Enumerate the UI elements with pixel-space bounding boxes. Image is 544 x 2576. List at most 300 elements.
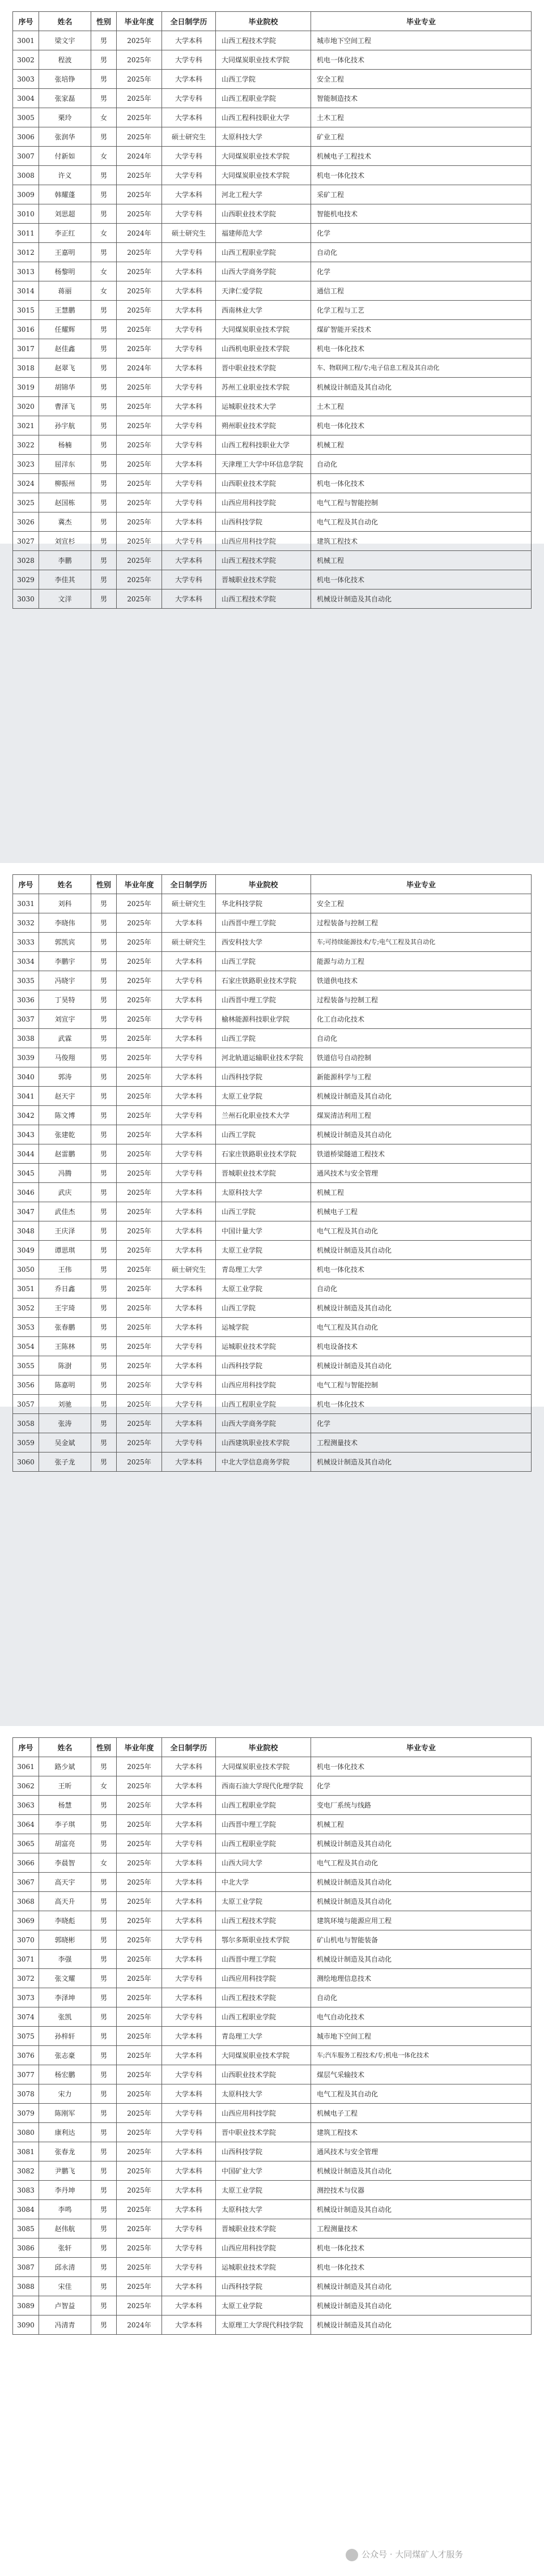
- table-cell: 大学本科: [162, 1202, 216, 1221]
- table-cell: 3057: [13, 1395, 39, 1414]
- table-row: [13, 358, 532, 378]
- table-cell: 太原工业学院: [216, 1241, 311, 1260]
- table-cell: 电气自动化技术: [311, 2007, 532, 2027]
- table-cell: 3032: [13, 913, 39, 933]
- table-cell: 3066: [13, 1853, 39, 1873]
- table-cell: 机械设计制造及其自动化: [311, 2316, 532, 2335]
- table-cell: 机械设计制造及其自动化: [311, 1834, 532, 1853]
- table-cell: 2025年: [117, 320, 162, 339]
- table-cell: 苏州工业职业技术学院: [216, 378, 311, 397]
- table-cell: 2025年: [117, 455, 162, 474]
- table-cell: 大学本科: [162, 301, 216, 320]
- table-row: [13, 2238, 532, 2258]
- table-cell: 高天宇: [39, 1873, 91, 1892]
- table-cell: 3019: [13, 378, 39, 397]
- table-row: [13, 147, 532, 166]
- column-header: 全日制学历: [162, 12, 216, 31]
- table-cell: 梁文宇: [39, 31, 91, 50]
- table-cell: 山西工程技术学院: [216, 1988, 311, 2007]
- table-cell: 女: [91, 281, 117, 301]
- table-cell: 建筑工程技术: [311, 532, 532, 551]
- table-cell: 男: [91, 1202, 117, 1221]
- table-cell: 冯晓宇: [39, 971, 91, 990]
- table-row: [13, 455, 532, 474]
- table-cell: 通信工程: [311, 281, 532, 301]
- table-cell: 大学本科: [162, 1125, 216, 1144]
- table-cell: 电气工程与智能控制: [311, 1375, 532, 1395]
- table-cell: 王昕: [39, 1776, 91, 1796]
- table-cell: 王宇琦: [39, 1298, 91, 1318]
- table-row: [13, 1241, 532, 1260]
- table-cell: 运城学院: [216, 1318, 311, 1337]
- table-cell: 刘思超: [39, 204, 91, 224]
- table-cell: 大学本科: [162, 1776, 216, 1796]
- table-cell: 赵佳鑫: [39, 339, 91, 358]
- table-cell: 铁道供电技术: [311, 971, 532, 990]
- table-cell: 山西晋中理工学院: [216, 913, 311, 933]
- table-cell: 杨宏鹏: [39, 2065, 91, 2084]
- table-cell: 男: [91, 378, 117, 397]
- table-cell: 男: [91, 2296, 117, 2316]
- table-cell: 3041: [13, 1087, 39, 1106]
- table-cell: 矿业工程: [311, 127, 532, 147]
- table-cell: 3016: [13, 320, 39, 339]
- table-cell: 3009: [13, 185, 39, 204]
- table-cell: 大学专科: [162, 1930, 216, 1950]
- table-cell: 男: [91, 416, 117, 435]
- table-cell: 3062: [13, 1776, 39, 1796]
- table-cell: 张培铮: [39, 70, 91, 89]
- table-cell: 男: [91, 493, 117, 512]
- table-cell: 化学: [311, 1776, 532, 1796]
- table-cell: 李正红: [39, 224, 91, 243]
- table-cell: 晋中职业技术学院: [216, 358, 311, 378]
- table-cell: 2025年: [117, 474, 162, 493]
- table-cell: 2025年: [117, 1029, 162, 1048]
- table-cell: 男: [91, 1930, 117, 1950]
- table-cell: 男: [91, 1106, 117, 1125]
- table-cell: 宋力: [39, 2084, 91, 2104]
- table-cell: 大学本科: [162, 1298, 216, 1318]
- table-cell: 3022: [13, 435, 39, 455]
- table-cell: 安全工程: [311, 70, 532, 89]
- table-cell: 太原理工大学现代科技学院: [216, 2316, 311, 2335]
- table-cell: 男: [91, 31, 117, 50]
- column-header: 姓名: [39, 1738, 91, 1757]
- table-cell: 大学本科: [162, 1029, 216, 1048]
- table-cell: 大学本科: [162, 2084, 216, 2104]
- table-cell: 机电一体化技术: [311, 474, 532, 493]
- table-cell: 运城职业技术学院: [216, 1337, 311, 1356]
- table-cell: 3050: [13, 1260, 39, 1279]
- table-cell: 大学本科: [162, 1356, 216, 1375]
- table-cell: 郭凯宾: [39, 933, 91, 952]
- table-cell: 男: [91, 2142, 117, 2161]
- table-row: [13, 224, 532, 243]
- table-cell: 3090: [13, 2316, 39, 2335]
- table-cell: 男: [91, 913, 117, 933]
- table-cell: 女: [91, 262, 117, 281]
- table-row: [13, 1318, 532, 1337]
- table-cell: 男: [91, 1029, 117, 1048]
- table-cell: 3007: [13, 147, 39, 166]
- table-row: [13, 1202, 532, 1221]
- table-cell: 铁道桥梁隧道工程技术: [311, 1144, 532, 1164]
- table-cell: 3014: [13, 281, 39, 301]
- table-cell: 大同煤炭职业技术学院: [216, 320, 311, 339]
- table-cell: 2025年: [117, 166, 162, 185]
- table-cell: 3026: [13, 512, 39, 532]
- table-cell: 3084: [13, 2200, 39, 2219]
- table-cell: 张文耀: [39, 1969, 91, 1988]
- table-cell: 马俊翔: [39, 1048, 91, 1067]
- table-cell: 男: [91, 339, 117, 358]
- table-cell: 男: [91, 1834, 117, 1853]
- table-cell: 男: [91, 70, 117, 89]
- table-cell: 2025年: [117, 2104, 162, 2123]
- table-cell: 男: [91, 50, 117, 70]
- table-cell: 大学专科: [162, 50, 216, 70]
- table-cell: 2025年: [117, 1144, 162, 1164]
- table-cell: 太原工业学院: [216, 2296, 311, 2316]
- table-cell: 2025年: [117, 551, 162, 570]
- table-cell: 宋佳: [39, 2277, 91, 2296]
- table-row: [13, 933, 532, 952]
- table-cell: 3003: [13, 70, 39, 89]
- table-cell: 3001: [13, 31, 39, 50]
- table-cell: 车、物联网工程/专;电子信息工程及其自动化: [311, 358, 532, 378]
- table-cell: 武庆: [39, 1183, 91, 1202]
- table-cell: 3040: [13, 1067, 39, 1087]
- table-cell: 太原工业学院: [216, 1279, 311, 1298]
- column-header: 序号: [13, 1738, 39, 1757]
- table-cell: 2025年: [117, 894, 162, 913]
- table-cell: 自动化: [311, 1279, 532, 1298]
- table-row: [13, 1279, 532, 1298]
- table-cell: 机械工程: [311, 1815, 532, 1834]
- table-row: [13, 301, 532, 320]
- table-cell: 男: [91, 1241, 117, 1260]
- table-cell: 男: [91, 1221, 117, 1241]
- table-row: [13, 1067, 532, 1087]
- table-cell: 工程测量技术: [311, 2219, 532, 2238]
- table-cell: 山西应用科技学院: [216, 493, 311, 512]
- table-cell: 大学专科: [162, 1375, 216, 1395]
- table-cell: 机械设计制造及其自动化: [311, 1356, 532, 1375]
- page-2: [0, 863, 544, 1466]
- table-cell: 山西工程技术学院: [216, 31, 311, 50]
- table-cell: 化工自动化技术: [311, 1010, 532, 1029]
- table-cell: 智能机电技术: [311, 204, 532, 224]
- table-cell: 3053: [13, 1318, 39, 1337]
- table-cell: 女: [91, 224, 117, 243]
- table-cell: 3064: [13, 1815, 39, 1834]
- table-row: [13, 1298, 532, 1318]
- table-row: [13, 2277, 532, 2296]
- table-cell: 大学专科: [162, 2123, 216, 2142]
- table-cell: 大学本科: [162, 70, 216, 89]
- table-cell: 大学专科: [162, 2219, 216, 2238]
- table-cell: 太原工业学院: [216, 1892, 311, 1911]
- table-cell: 2024年: [117, 224, 162, 243]
- table-row: [13, 1969, 532, 1988]
- table-cell: 程波: [39, 50, 91, 70]
- table-cell: 鄂尔多斯职业技术学院: [216, 1930, 311, 1950]
- table-cell: 李鹏: [39, 551, 91, 570]
- table-cell: 天津仁爱学院: [216, 281, 311, 301]
- table-cell: 硕士研究生: [162, 894, 216, 913]
- table-cell: 化学: [311, 224, 532, 243]
- table-row: [13, 512, 532, 532]
- table-cell: 煤层气采输技术: [311, 2065, 532, 2084]
- table-cell: 大学专科: [162, 339, 216, 358]
- table-cell: 乔日鑫: [39, 1279, 91, 1298]
- table-cell: 大学本科: [162, 1453, 216, 1472]
- table-cell: 测控技术与仪器: [311, 2181, 532, 2200]
- table-cell: 王庆泽: [39, 1221, 91, 1241]
- table-cell: 3034: [13, 952, 39, 971]
- table-row: [13, 1221, 532, 1241]
- table-cell: 电气工程与智能控制: [311, 493, 532, 512]
- table-cell: 铁道信号自动控制: [311, 1048, 532, 1067]
- table-cell: 3030: [13, 589, 39, 609]
- table-cell: 男: [91, 2123, 117, 2142]
- table-cell: 郭涛: [39, 1067, 91, 1087]
- column-header: 毕业院校: [216, 875, 311, 894]
- table-cell: 山西应用科技学院: [216, 1969, 311, 1988]
- watermark: [346, 2548, 463, 2561]
- table-cell: 机械工程: [311, 551, 532, 570]
- table-cell: 大学本科: [162, 2296, 216, 2316]
- table-cell: 3071: [13, 1950, 39, 1969]
- table-cell: 建筑环境与能源应用工程: [311, 1911, 532, 1930]
- table-cell: 大同煤炭职业技术学院: [216, 147, 311, 166]
- table-cell: 男: [91, 358, 117, 378]
- table-cell: 3005: [13, 108, 39, 127]
- table-cell: 冀杰: [39, 512, 91, 532]
- table-cell: 山西工程职业学院: [216, 1834, 311, 1853]
- table-cell: 山西工学院: [216, 1029, 311, 1048]
- table-cell: 2025年: [117, 2296, 162, 2316]
- table-cell: 屈洋东: [39, 455, 91, 474]
- table-cell: 2025年: [117, 1873, 162, 1892]
- applicant-table-1: [12, 11, 532, 609]
- table-cell: 机电一体化技术: [311, 339, 532, 358]
- table-cell: 河北轨道运输职业技术学院: [216, 1048, 311, 1067]
- table-cell: 大学本科: [162, 1911, 216, 1930]
- table-cell: 3069: [13, 1911, 39, 1930]
- table-cell: 机械工程: [311, 1183, 532, 1202]
- table-cell: 3078: [13, 2084, 39, 2104]
- column-header: 毕业专业: [311, 12, 532, 31]
- table-row: [13, 493, 532, 512]
- table-cell: 硕士研究生: [162, 224, 216, 243]
- table-cell: 3025: [13, 493, 39, 512]
- table-cell: 2025年: [117, 1930, 162, 1950]
- table-cell: 3047: [13, 1202, 39, 1221]
- table-cell: 男: [91, 1395, 117, 1414]
- table-cell: 山西科技学院: [216, 2142, 311, 2161]
- table-cell: 王慧鹏: [39, 301, 91, 320]
- table-cell: 山西工程职业学院: [216, 1395, 311, 1414]
- table-cell: 2025年: [117, 1279, 162, 1298]
- table-cell: 李丹坤: [39, 2181, 91, 2200]
- table-cell: 3088: [13, 2277, 39, 2296]
- table-cell: 男: [91, 1260, 117, 1279]
- table-cell: 柳振州: [39, 474, 91, 493]
- column-header: 姓名: [39, 12, 91, 31]
- table-cell: 男: [91, 1164, 117, 1183]
- table-cell: 山西科技学院: [216, 1356, 311, 1375]
- table-cell: 刘宣杉: [39, 532, 91, 551]
- table-row: [13, 2142, 532, 2161]
- table-cell: 3065: [13, 1834, 39, 1853]
- table-cell: 2025年: [117, 185, 162, 204]
- table-row: [13, 31, 532, 50]
- table-cell: 大学专科: [162, 2065, 216, 2084]
- column-header: 序号: [13, 12, 39, 31]
- column-header: 全日制学历: [162, 875, 216, 894]
- table-cell: 刘驰: [39, 1395, 91, 1414]
- table-cell: 3079: [13, 2104, 39, 2123]
- table-cell: 2025年: [117, 512, 162, 532]
- table-row: [13, 1125, 532, 1144]
- table-cell: 男: [91, 1010, 117, 1029]
- table-cell: 邱永清: [39, 2258, 91, 2277]
- table-cell: 男: [91, 1067, 117, 1087]
- table-cell: 山西工程职业学院: [216, 243, 311, 262]
- table-cell: 大学本科: [162, 512, 216, 532]
- table-cell: 2025年: [117, 1853, 162, 1873]
- table-cell: 大学本科: [162, 1757, 216, 1776]
- table-cell: 机电一体化技术: [311, 166, 532, 185]
- table-cell: 3033: [13, 933, 39, 952]
- table-cell: 山西工学院: [216, 1125, 311, 1144]
- table-cell: 男: [91, 1433, 117, 1453]
- table-row: [13, 70, 532, 89]
- table-cell: 胡富亮: [39, 1834, 91, 1853]
- table-cell: 吴金斌: [39, 1433, 91, 1453]
- table-cell: 化学工程与工艺: [311, 301, 532, 320]
- table-cell: 2025年: [117, 2258, 162, 2277]
- table-cell: 3083: [13, 2181, 39, 2200]
- table-row: [13, 1106, 532, 1125]
- table-cell: 2025年: [117, 2219, 162, 2238]
- table-row: [13, 1087, 532, 1106]
- table-cell: 机械设计制造及其自动化: [311, 2296, 532, 2316]
- table-cell: 3063: [13, 1796, 39, 1815]
- table-cell: 太原工业学院: [216, 1087, 311, 1106]
- table-cell: 2025年: [117, 1969, 162, 1988]
- table-cell: 2024年: [117, 358, 162, 378]
- table-cell: 榆林能源科技职业学院: [216, 1010, 311, 1029]
- table-cell: 杨楠: [39, 435, 91, 455]
- table-cell: 山西应用科技学院: [216, 1375, 311, 1395]
- table-cell: 2025年: [117, 532, 162, 551]
- table-cell: 硕士研究生: [162, 933, 216, 952]
- table-cell: 太原科技大学: [216, 1183, 311, 1202]
- table-cell: 3042: [13, 1106, 39, 1125]
- table-cell: 男: [91, 2007, 117, 2027]
- table-cell: 杨黎明: [39, 262, 91, 281]
- table-row: [13, 262, 532, 281]
- table-cell: 胡锦华: [39, 378, 91, 397]
- table-cell: 大学本科: [162, 2316, 216, 2335]
- table-row: [13, 416, 532, 435]
- table-cell: 尹鹏飞: [39, 2161, 91, 2181]
- table-cell: 机械电子工程: [311, 1202, 532, 1221]
- table-row: [13, 243, 532, 262]
- column-header: 序号: [13, 875, 39, 894]
- table-cell: 张志豪: [39, 2046, 91, 2065]
- table-cell: 3036: [13, 990, 39, 1010]
- table-cell: 付新如: [39, 147, 91, 166]
- table-cell: 2025年: [117, 2123, 162, 2142]
- table-cell: 3031: [13, 894, 39, 913]
- table-row: [13, 1144, 532, 1164]
- table-header-row: [13, 12, 532, 31]
- table-cell: 大学本科: [162, 2027, 216, 2046]
- table-cell: 大学专科: [162, 1106, 216, 1125]
- table-cell: 2025年: [117, 1106, 162, 1125]
- table-cell: 车;汽车服务工程技术/专;机电一体化技术: [311, 2046, 532, 2065]
- table-cell: 2025年: [117, 281, 162, 301]
- wechat-logo-icon: [346, 2549, 358, 2561]
- table-cell: 男: [91, 435, 117, 455]
- table-cell: 电气工程及其自动化: [311, 512, 532, 532]
- table-cell: 3054: [13, 1337, 39, 1356]
- table-cell: 智能制造技术: [311, 89, 532, 108]
- table-cell: 大学专科: [162, 1164, 216, 1183]
- table-cell: 2025年: [117, 1834, 162, 1853]
- table-cell: 3089: [13, 2296, 39, 2316]
- table-row: [13, 1453, 532, 1472]
- table-row: [13, 1029, 532, 1048]
- table-cell: 男: [91, 2161, 117, 2181]
- table-row: [13, 2104, 532, 2123]
- table-cell: 机械设计制造及其自动化: [311, 2277, 532, 2296]
- table-cell: 太原科技大学: [216, 2200, 311, 2219]
- table-row: [13, 2200, 532, 2219]
- table-cell: 新能源科学与工程: [311, 1067, 532, 1087]
- table-cell: 大学专科: [162, 2258, 216, 2277]
- table-row: [13, 1776, 532, 1796]
- table-cell: 3024: [13, 474, 39, 493]
- table-cell: 大学本科: [162, 262, 216, 281]
- table-cell: 山西工学院: [216, 1298, 311, 1318]
- table-row: [13, 320, 532, 339]
- table-cell: 3075: [13, 2027, 39, 2046]
- table-cell: 大同煤炭职业技术学院: [216, 2046, 311, 2065]
- table-row: [13, 894, 532, 913]
- table-row: [13, 2065, 532, 2084]
- table-cell: 西南石油大学现代化理学院: [216, 1776, 311, 1796]
- table-row: [13, 166, 532, 185]
- table-cell: 能源与动力工程: [311, 952, 532, 971]
- table-cell: 2025年: [117, 2200, 162, 2219]
- table-cell: 山西建筑职业技术学院: [216, 1433, 311, 1453]
- column-header: 毕业专业: [311, 875, 532, 894]
- table-cell: 2025年: [117, 1950, 162, 1969]
- table-cell: 男: [91, 301, 117, 320]
- table-cell: 2025年: [117, 2181, 162, 2200]
- table-cell: 男: [91, 551, 117, 570]
- table-cell: 电气工程及其自动化: [311, 1853, 532, 1873]
- table-cell: 2025年: [117, 1337, 162, 1356]
- table-cell: 许义: [39, 166, 91, 185]
- table-cell: 2025年: [117, 2277, 162, 2296]
- table-row: [13, 1988, 532, 2007]
